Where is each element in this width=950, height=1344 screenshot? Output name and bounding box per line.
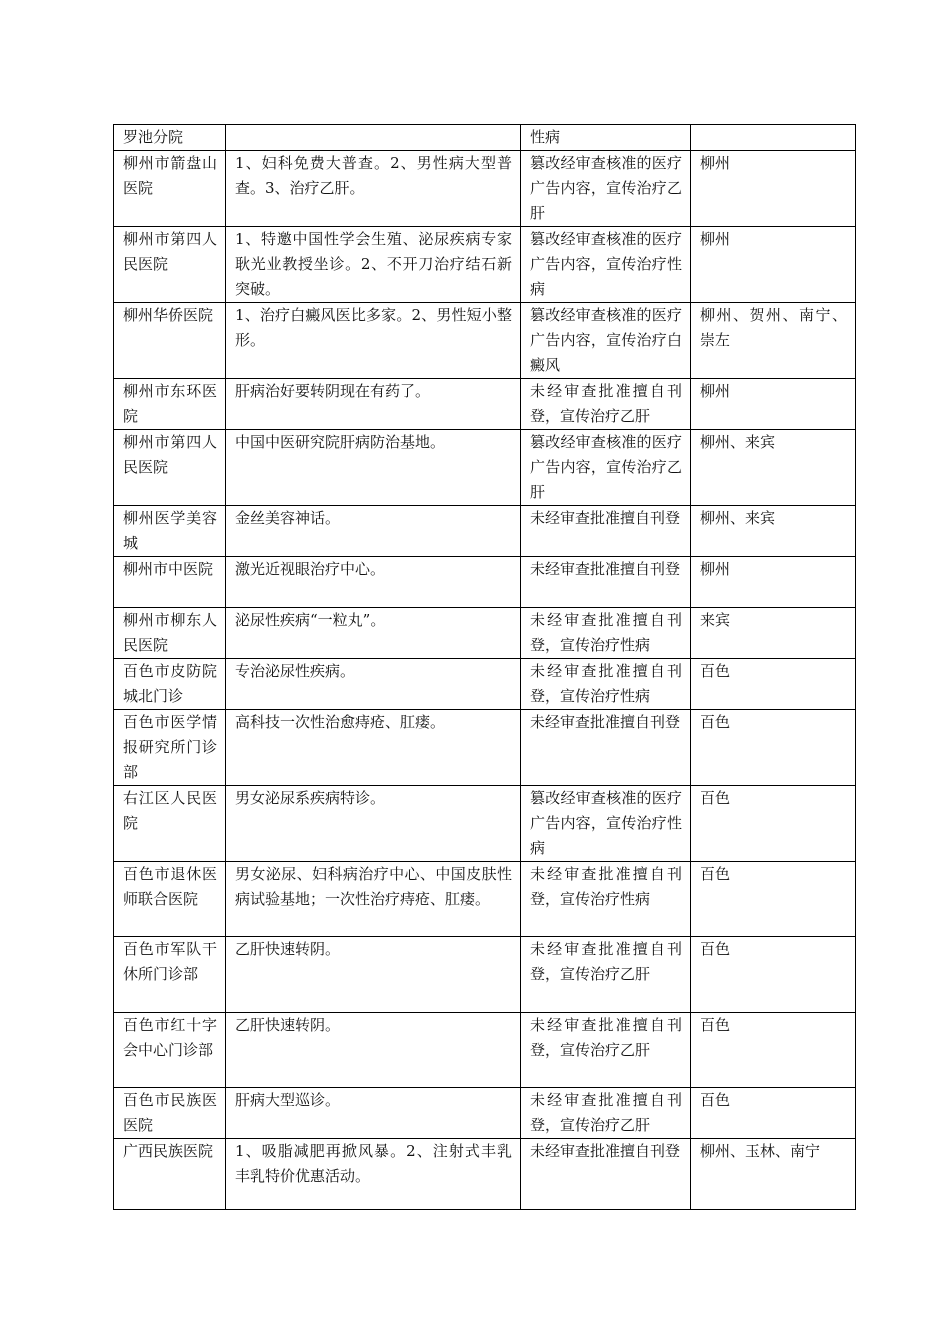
ad-content-cell: 1、特邀中国性学会生殖、泌尿疾病专家耿光业教授坐诊。2、不开刀治疗结石新突破。: [226, 227, 521, 303]
region-cell: 百色: [691, 1088, 856, 1139]
violation-cell: 篡改经审查核准的医疗广告内容，宣传治疗乙肝: [521, 151, 691, 227]
table-row: [114, 303, 856, 379]
ad-content-cell: 1、妇科免费大普查。2、男性病大型普查。3、治疗乙肝。: [226, 151, 521, 227]
ad-content-cell: 专治泌尿性疾病。: [226, 659, 521, 710]
violation-cell: 篡改经审查核准的医疗广告内容，宣传治疗性病: [521, 786, 691, 862]
violation-cell: 未经审查批准擅自刊登: [521, 557, 691, 608]
illegal-ad-table: [113, 124, 856, 1210]
ad-content-cell: 男女泌尿系疾病特诊。: [226, 786, 521, 862]
ad-content-cell: 乙肝快速转阴。: [226, 937, 521, 1013]
hospital-cell: 柳州市柳东人民医院: [114, 608, 226, 659]
violation-cell: 未经审查批准擅自刊登，宣传治疗性病: [521, 862, 691, 937]
ad-content-cell: 金丝美容神话。: [226, 506, 521, 557]
hospital-cell: 百色市军队干休所门诊部: [114, 937, 226, 1013]
hospital-cell: 罗池分院: [114, 125, 226, 151]
hospital-cell: 百色市医学情报研究所门诊部: [114, 710, 226, 786]
table-row: [114, 430, 856, 506]
table-row: [114, 557, 856, 608]
table-row: [114, 379, 856, 430]
table-row: [114, 786, 856, 862]
hospital-cell: 柳州市第四人民医院: [114, 227, 226, 303]
ad-content-cell: 1、治疗白癜风医比多家。2、男性短小整形。: [226, 303, 521, 379]
table-row: [114, 659, 856, 710]
hospital-cell: 柳州华侨医院: [114, 303, 226, 379]
table-body: [114, 125, 856, 1210]
ad-content-cell: 肝病治好要转阴现在有药了。: [226, 379, 521, 430]
ad-content-cell: 激光近视眼治疗中心。: [226, 557, 521, 608]
hospital-cell: 右江区人民医院: [114, 786, 226, 862]
violation-cell: 篡改经审查核准的医疗广告内容，宣传治疗乙肝: [521, 430, 691, 506]
hospital-cell: 柳州市第四人民医院: [114, 430, 226, 506]
ad-content-cell: 1、吸脂减肥再掀风暴。2、注射式丰乳 丰乳特价优惠活动。: [226, 1139, 521, 1210]
table-row: [114, 151, 856, 227]
ad-content-cell: 肝病大型巡诊。: [226, 1088, 521, 1139]
ad-content-cell: 乙肝快速转阴。: [226, 1013, 521, 1088]
hospital-cell: 广西民族医院: [114, 1139, 226, 1210]
region-cell: 柳州、贺州、南宁、崇左: [691, 303, 856, 379]
region-cell: 百色: [691, 862, 856, 937]
region-cell: 柳州: [691, 227, 856, 303]
region-cell: 来宾: [691, 608, 856, 659]
violation-cell: 未经审查批准擅自刊登，宣传治疗性病: [521, 608, 691, 659]
hospital-cell: 百色市红十字会中心门诊部: [114, 1013, 226, 1088]
hospital-cell: 百色市退休医师联合医院: [114, 862, 226, 937]
violation-cell: 篡改经审查核准的医疗广告内容，宣传治疗性病: [521, 227, 691, 303]
hospital-cell: 百色市民族医医院: [114, 1088, 226, 1139]
table-row: [114, 125, 856, 151]
hospital-cell: 柳州医学美容城: [114, 506, 226, 557]
hospital-cell: 百色市皮防院城北门诊: [114, 659, 226, 710]
table-row: [114, 227, 856, 303]
violation-cell: 未经审查批准擅自刊登，宣传治疗性病: [521, 659, 691, 710]
table-row: [114, 1139, 856, 1210]
hospital-cell: 柳州市中医院: [114, 557, 226, 608]
table-row: [114, 710, 856, 786]
ad-content-cell: 中国中医研究院肝病防治基地。: [226, 430, 521, 506]
region-cell: 百色: [691, 937, 856, 1013]
region-cell: 柳州、玉林、南宁: [691, 1139, 856, 1210]
region-cell: 百色: [691, 786, 856, 862]
violation-cell: 未经审查批准擅自刊登: [521, 506, 691, 557]
table-row: [114, 1088, 856, 1139]
hospital-cell: 柳州市箭盘山医院: [114, 151, 226, 227]
region-cell: 百色: [691, 659, 856, 710]
region-cell: [691, 125, 856, 151]
violation-cell: 未经审查批准擅自刊登，宣传治疗乙肝: [521, 937, 691, 1013]
region-cell: 百色: [691, 710, 856, 786]
table-row: [114, 937, 856, 1013]
region-cell: 柳州: [691, 379, 856, 430]
violation-cell: 未经审查批准擅自刊登，宣传治疗乙肝: [521, 1013, 691, 1088]
violation-cell: 性病: [521, 125, 691, 151]
region-cell: 柳州: [691, 557, 856, 608]
violation-cell: 篡改经审查核准的医疗广告内容，宣传治疗白癜风: [521, 303, 691, 379]
table-row: [114, 506, 856, 557]
violation-cell: 未经审查批准擅自刊登: [521, 710, 691, 786]
region-cell: 柳州、来宾: [691, 506, 856, 557]
region-cell: 柳州: [691, 151, 856, 227]
table-row: [114, 608, 856, 659]
violation-cell: 未经审查批准擅自刊登，宣传治疗乙肝: [521, 1088, 691, 1139]
region-cell: 柳州、来宾: [691, 430, 856, 506]
ad-content-cell: 男女泌尿、妇科病治疗中心、中国皮肤性病试验基地；一次性治疗痔疮、肛瘘。: [226, 862, 521, 937]
violation-cell: 未经审查批准擅自刊登: [521, 1139, 691, 1210]
region-cell: 百色: [691, 1013, 856, 1088]
ad-content-cell: 泌尿性疾病“一粒丸”。: [226, 608, 521, 659]
hospital-cell: 柳州市东环医院: [114, 379, 226, 430]
ad-content-cell: [226, 125, 521, 151]
table-row: [114, 862, 856, 937]
violation-cell: 未经审查批准擅自刊登，宣传治疗乙肝: [521, 379, 691, 430]
table-row: [114, 1013, 856, 1088]
ad-content-cell: 高科技一次性治愈痔疮、肛瘘。: [226, 710, 521, 786]
